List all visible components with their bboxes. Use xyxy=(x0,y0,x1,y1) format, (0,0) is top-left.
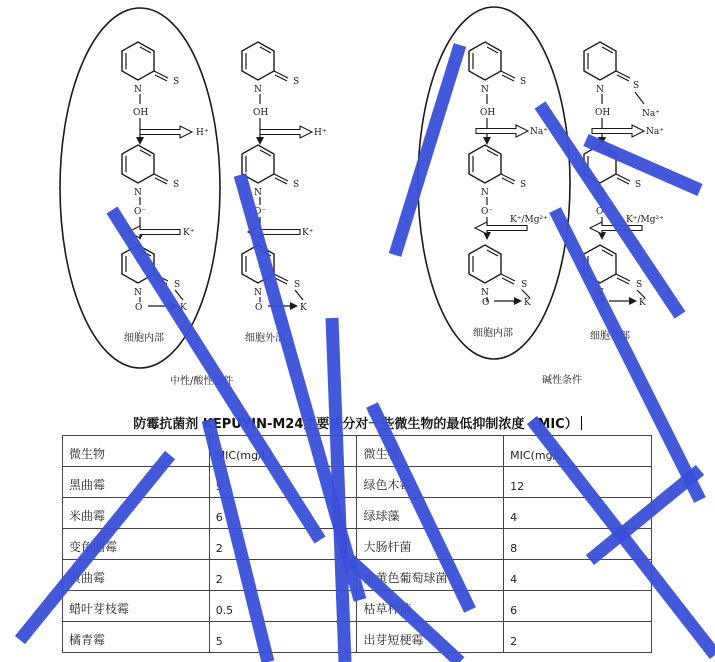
svg-text:H⁺: H⁺ xyxy=(196,128,209,138)
svg-text:O⁻: O⁻ xyxy=(134,207,147,217)
svg-text:S: S xyxy=(636,280,643,290)
svg-text:OH: OH xyxy=(133,108,149,118)
microorganism-cell: 微生物 xyxy=(357,436,504,467)
outside-label-left: 细胞外部 xyxy=(245,333,285,344)
outside-label-right: 细胞外部 xyxy=(590,331,630,342)
svg-text:K⁺: K⁺ xyxy=(302,228,314,238)
svg-text:N: N xyxy=(481,188,489,198)
svg-text:K: K xyxy=(639,298,646,308)
svg-text:N: N xyxy=(596,188,604,198)
structure-col-1 xyxy=(122,42,209,313)
svg-text:O⁻: O⁻ xyxy=(596,207,609,217)
mic-value-cell: 6 xyxy=(504,591,652,622)
svg-text:K⁺/Mg²⁺: K⁺/Mg²⁺ xyxy=(626,215,664,225)
structure-col-2 xyxy=(242,42,327,313)
svg-text:H⁺: H⁺ xyxy=(314,128,327,138)
svg-text:N: N xyxy=(254,85,262,95)
svg-text:Na⁺: Na⁺ xyxy=(530,127,548,137)
microorganism-cell: 米曲霉 xyxy=(63,498,210,529)
mic-value-cell: MIC(mg/L) xyxy=(504,436,652,467)
svg-text:O: O xyxy=(482,298,490,308)
mic-value-cell: 12 xyxy=(504,467,652,498)
inside-label-right: 细胞内部 xyxy=(473,328,513,339)
svg-text:K⁺: K⁺ xyxy=(183,228,195,238)
mic-value-cell: 0.5 xyxy=(209,591,357,622)
svg-text:O: O xyxy=(135,303,143,313)
svg-text:N: N xyxy=(134,188,142,198)
svg-text:N: N xyxy=(481,288,489,298)
svg-text:S: S xyxy=(173,180,180,190)
svg-text:S: S xyxy=(520,77,527,87)
mic-value-cell: 4 xyxy=(504,498,652,529)
microorganism-cell: 绿球藻 xyxy=(357,498,504,529)
svg-text:O: O xyxy=(597,298,605,308)
svg-text:N: N xyxy=(596,85,604,95)
microorganism-cell: 橘青霉 xyxy=(63,622,210,653)
svg-text:OH: OH xyxy=(480,108,496,118)
svg-text:N: N xyxy=(134,85,142,95)
svg-text:N: N xyxy=(596,288,604,298)
svg-text:K: K xyxy=(180,303,187,313)
svg-text:S: S xyxy=(633,81,640,91)
microorganism-cell: 大肠杆菌 xyxy=(357,529,504,560)
svg-text:S: S xyxy=(635,180,642,190)
table-row xyxy=(63,498,652,529)
microorganism-cell: 黑曲霉 xyxy=(63,467,210,498)
microorganism-cell: 枯草杆菌 xyxy=(357,591,504,622)
mic-value-cell: 6 xyxy=(209,498,357,529)
svg-text:S: S xyxy=(521,280,528,290)
inside-label-left: 细胞内部 xyxy=(124,333,164,344)
structure-col-3 xyxy=(469,42,548,308)
mic-value-cell: 8 xyxy=(504,529,652,560)
svg-text:O: O xyxy=(255,303,263,313)
mic-value-cell: 5 xyxy=(209,467,357,498)
text-cursor xyxy=(581,416,582,430)
microorganism-cell: 变色曲霉 xyxy=(63,529,210,560)
mic-value-cell: 2 xyxy=(209,560,357,591)
svg-text:S: S xyxy=(293,77,300,87)
svg-text:S: S xyxy=(294,280,301,290)
table-row xyxy=(63,560,652,591)
svg-text:K: K xyxy=(300,303,307,313)
svg-text:S: S xyxy=(293,180,300,190)
table-row xyxy=(63,467,652,498)
microorganism-cell: 黄曲霉 xyxy=(63,560,210,591)
mic-value-cell: 5 xyxy=(209,622,357,653)
table-row xyxy=(63,529,652,560)
svg-text:N: N xyxy=(481,85,489,95)
condition-caption-right: 碱性条件 xyxy=(542,375,582,386)
svg-text:Na⁺: Na⁺ xyxy=(642,109,660,119)
microorganism-cell: 微生物 xyxy=(63,436,210,467)
cell-interior-ellipse-right xyxy=(418,7,570,359)
table-row xyxy=(63,591,652,622)
svg-text:O⁻: O⁻ xyxy=(254,207,267,217)
svg-text:K⁺/Mg²⁺: K⁺/Mg²⁺ xyxy=(510,215,548,225)
mic-value-cell: MIC(mg/L) xyxy=(209,436,357,467)
svg-text:N: N xyxy=(134,288,142,298)
microorganism-cell: 金黄色葡萄球菌 xyxy=(357,560,504,591)
svg-text:OH: OH xyxy=(595,108,611,118)
table-row xyxy=(63,622,652,653)
microorganism-cell: 蜡叶芽枝霉 xyxy=(63,591,210,622)
svg-text:OH: OH xyxy=(253,108,269,118)
svg-text:O⁻: O⁻ xyxy=(481,207,494,217)
microorganism-cell: 绿色木霉 xyxy=(357,467,504,498)
mic-value-cell: 2 xyxy=(504,622,652,653)
svg-text:N: N xyxy=(254,188,262,198)
mic-value-cell: 2 xyxy=(209,529,357,560)
condition-caption-left: 中性/酸性条件 xyxy=(170,376,234,387)
svg-text:S: S xyxy=(174,280,181,290)
svg-text:N: N xyxy=(254,288,262,298)
svg-text:S: S xyxy=(173,77,180,87)
svg-text:K: K xyxy=(524,298,531,308)
mic-value-cell: 4 xyxy=(504,560,652,591)
structure-col-4 xyxy=(584,42,664,308)
svg-text:S: S xyxy=(520,180,527,190)
table-title: 防霉抗菌剂 KEPUYIN-M24主要成分对一些微生物的最低抑制浓度（MIC） xyxy=(0,413,715,432)
mic-table xyxy=(62,435,652,653)
svg-text:Na⁺: Na⁺ xyxy=(646,127,664,137)
table-header-row xyxy=(63,436,652,467)
microorganism-cell: 出芽短梗霉 xyxy=(357,622,504,653)
